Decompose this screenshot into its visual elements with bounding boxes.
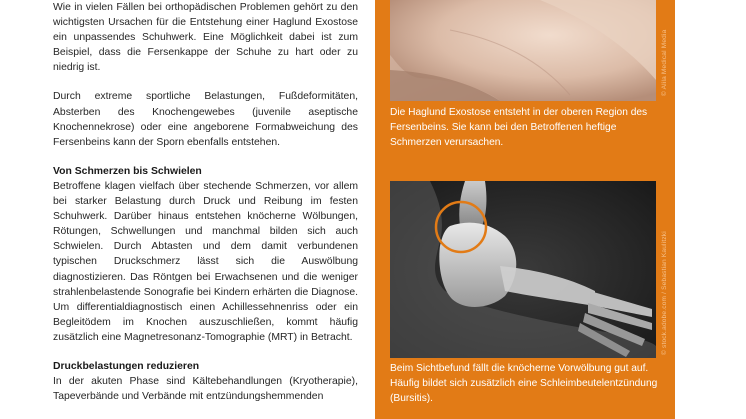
photo-credit-1: © Alila Medical Media — [661, 29, 668, 96]
photo-credit-2: © stock.adobe.com / Sebastian Kaulitzki — [661, 231, 668, 355]
heel-photo — [390, 0, 656, 101]
xray-photo — [390, 181, 656, 358]
caption-2: Beim Sichtbefund fällt die knöcherne Vorwölbung gut auf. Häufig bildet sich zusätzlich eine Schleimbeutelentzündung (Bursitis). — [390, 363, 658, 404]
causes-paragraph: Durch extreme sportliche Belastungen, Fußdeformitäten, Absterben des Knochengewebes (juvenile aseptische Knochennekrose) oder eine angeborene Formabweichung des Fersenbeins kann der Sporn ebenfalls entstehen. — [53, 91, 358, 148]
orange-sidebar — [375, 0, 675, 419]
heel-photo-illustration — [390, 0, 656, 101]
article-column — [53, 0, 358, 404]
section-symptoms — [53, 164, 358, 345]
caption-1: Die Haglund Exostose entsteht in der oberen Region des Fersenbeins. Sie kann bei den Betroffenen heftige Schmerzen verursachen. — [390, 107, 648, 148]
foot-xray-illustration — [390, 181, 656, 358]
section-heading-treatment: Druckbelastungen reduzieren — [53, 360, 200, 372]
section-body-treatment: In der akuten Phase sind Kältebehandlungen (Kryotherapie), Tapeverbände und Verbände mit entzündungshemmenden — [53, 376, 358, 403]
intro-paragraph: Wie in vielen Fällen bei orthopädischen Problemen gehört zu den wichtigsten Ursachen für die Entstehung einer Haglund Exostose ein unpassendes Schuhwerk. Eine Möglichkeit dabei ist zum Beispiel, dass die Fersenkappe der Schuhe zu hart oder zu niedrig ist. — [53, 2, 358, 74]
section-treatment — [53, 359, 358, 404]
section-heading-symptoms: Von Schmerzen bis Schwielen — [53, 165, 202, 177]
section-body-symptoms: Betroffene klagen vielfach über stechende Schmerzen, vor allem bei starker Belastung durch Druck und Reibung im festen Schuhwerk. Darüber hinaus entstehen knöcherne Wölbungen, Rötungen, Schwellungen und manchmal bilden sich auch Schwielen. Durch Abtasten und dem damit verbundenen typischen Druckschmerz lässt sich die Auswölbung diagnostizieren. Das Röntgen bei Erwachsenen und die weniger strahlenbelastende Sonografie bei Kindern erhärten die Diagnose. Um differentialdiagnostisch einen Achillessehnenriss oder ein Begleitödem im Knochen auszuschließen, kommt häufig zusätzlich eine Magnetresonanz-Tomographie (MRT) in Betracht. — [53, 180, 358, 343]
